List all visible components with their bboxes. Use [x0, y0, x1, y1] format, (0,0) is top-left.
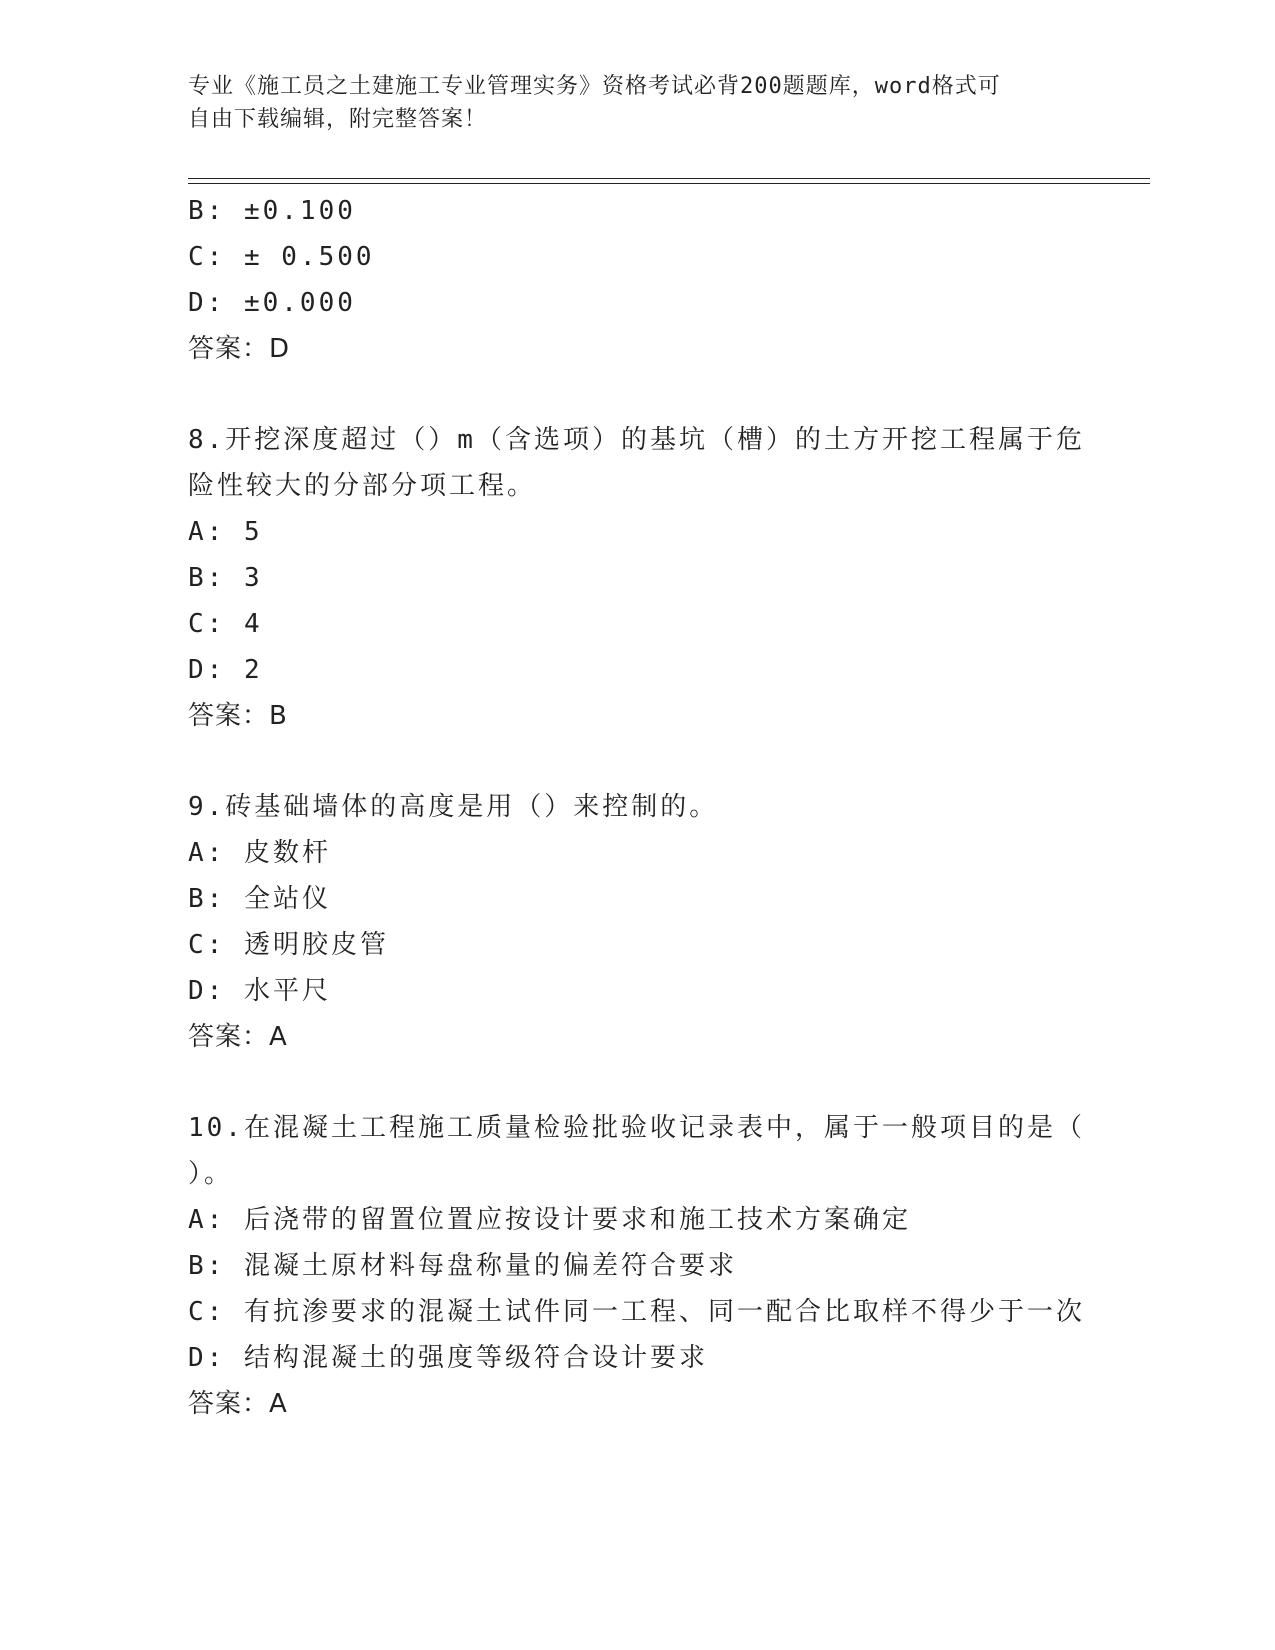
option-c: C: 有抗渗要求的混凝土试件同一工程、同一配合比取样不得少于一次 [188, 1297, 1085, 1327]
question-text-line-1: 9.砖基础墙体的高度是用（）来控制的。 [188, 792, 719, 822]
question-8 [188, 417, 1088, 739]
answer-label: 答案：B [188, 701, 288, 731]
header-title-line-2: 自由下载编辑，附完整答案！ [188, 107, 488, 132]
option-d: D: 2 [188, 655, 263, 685]
option-a: A: 5 [188, 517, 263, 547]
answer-label: 答案：D [188, 334, 291, 364]
question-content [188, 188, 1088, 1427]
option-d: D: 水平尺 [188, 976, 331, 1006]
option-d: D: ±0.000 [188, 288, 356, 318]
spacer [188, 739, 1088, 784]
answer-label: 答案：A [188, 1022, 288, 1052]
question-text-line-1: 10.在混凝土工程施工质量检验批验收记录表中，属于一般项目的是（ [188, 1113, 1085, 1143]
header-title-line-1: 专业《施工员之土建施工专业管理实务》资格考试必背200题题库，word格式可 [188, 74, 1001, 99]
option-c: C: 透明胶皮管 [188, 930, 389, 960]
option-b: B: 3 [188, 563, 263, 593]
answer-label: 答案：A [188, 1389, 288, 1419]
question-text-line-2: 险性较大的分部分项工程。 [188, 471, 537, 501]
question-9 [188, 784, 1088, 1060]
question-text-line-2: ）。 [188, 1159, 234, 1189]
option-a: A: 后浇带的留置位置应按设计要求和施工技术方案确定 [188, 1205, 911, 1235]
question-10 [188, 1105, 1088, 1427]
page-header [188, 70, 1068, 136]
question-text-line-1: 8.开挖深度超过（）m（含选项）的基坑（槽）的土方开挖工程属于危 [188, 425, 1085, 455]
option-b: B: 混凝土原材料每盘称量的偏差符合要求 [188, 1251, 737, 1281]
option-a: A: 皮数杆 [188, 838, 331, 868]
spacer [188, 1060, 1088, 1105]
spacer [188, 372, 1088, 417]
option-c: C: 4 [188, 609, 263, 639]
option-b: B: ±0.100 [188, 196, 356, 226]
header-divider-bottom [188, 183, 1150, 184]
option-d: D: 结构混凝土的强度等级符合设计要求 [188, 1343, 708, 1373]
header-divider-top [188, 178, 1150, 179]
option-c: C: ± 0.500 [188, 242, 375, 272]
question-7-continued [188, 188, 1088, 372]
option-b: B: 全站仪 [188, 884, 331, 914]
